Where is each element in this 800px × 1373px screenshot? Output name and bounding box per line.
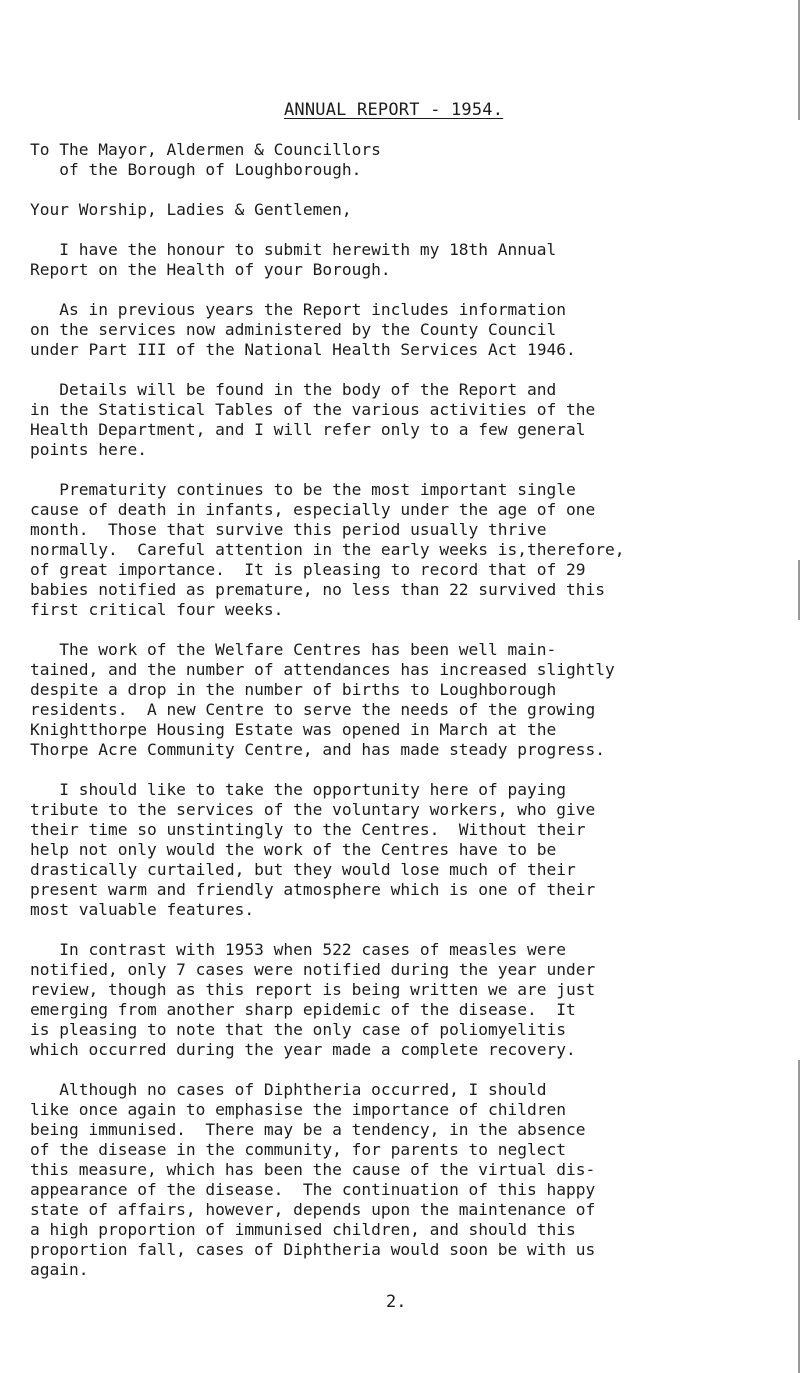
paragraph-line: of great importance. It is pleasing to record that of 29 xyxy=(30,560,586,579)
paragraph-line: points here. xyxy=(30,440,147,459)
paragraph-line: I should like to take the opportunity here of paying xyxy=(30,780,567,799)
paragraph-line: proportion fall, cases of Diphtheria would soon be with us xyxy=(30,1240,596,1259)
paragraph-line: emerging from another sharp epidemic of the disease. It xyxy=(30,1000,576,1019)
paragraph-details xyxy=(30,380,790,460)
paragraph-line: Health Department, and I will refer only to a few general xyxy=(30,420,586,439)
paragraph-line: on the services now administered by the County Council xyxy=(30,320,557,339)
address-block xyxy=(30,140,790,180)
paragraph-welfare-centres xyxy=(30,640,790,760)
paragraph-line: present warm and friendly atmosphere which is one of their xyxy=(30,880,596,899)
paragraph-line: despite a drop in the number of births to Loughborough xyxy=(30,680,557,699)
paragraph-line: being immunised. There may be a tendency, in the absence xyxy=(30,1120,586,1139)
paragraph-line: appearance of the disease. The continuation of this happy xyxy=(30,1180,596,1199)
salutation xyxy=(30,200,790,220)
paragraph-line: drastically curtailed, but they would lose much of their xyxy=(30,860,576,879)
address-line: of the Borough of Loughborough. xyxy=(30,160,362,179)
paragraph-line: is pleasing to note that the only case of poliomyelitis xyxy=(30,1020,567,1039)
paragraph-line: notified, only 7 cases were notified during the year under xyxy=(30,960,596,979)
paragraph-line: state of affairs, however, depends upon the maintenance of xyxy=(30,1200,596,1219)
paragraph-diphtheria xyxy=(30,1080,790,1280)
paragraph-line: Thorpe Acre Community Centre, and has made steady progress. xyxy=(30,740,605,759)
paragraph-line: their time so unstintingly to the Centres. Without their xyxy=(30,820,586,839)
paragraph-line: normally. Careful attention in the early weeks is,therefore, xyxy=(30,540,625,559)
paragraph-submission xyxy=(30,240,790,280)
paragraph-line: of the disease in the community, for parents to neglect xyxy=(30,1140,567,1159)
paragraph-line: under Part III of the National Health Services Act 1946. xyxy=(30,340,576,359)
paragraph-line: which occurred during the year made a complete recovery. xyxy=(30,1040,576,1059)
report-title: ANNUAL REPORT - 1954. xyxy=(284,100,504,120)
paragraph-line: cause of death in infants, especially under the age of one xyxy=(30,500,596,519)
paragraph-line: residents. A new Centre to serve the needs of the growing xyxy=(30,700,596,719)
paragraph-line: tribute to the services of the voluntary workers, who give xyxy=(30,800,596,819)
salutation-line: Your Worship, Ladies & Gentlemen, xyxy=(30,200,352,219)
address-line: To The Mayor, Aldermen & Councillors xyxy=(30,140,381,159)
paragraph-line: like once again to emphasise the importance of children xyxy=(30,1100,567,1119)
paragraph-services xyxy=(30,300,790,360)
paragraph-line: Prematurity continues to be the most important single xyxy=(30,480,576,499)
paragraph-line: The work of the Welfare Centres has been well main- xyxy=(30,640,557,659)
paragraph-line: help not only would the work of the Centres have to be xyxy=(30,840,557,859)
paragraph-line: in the Statistical Tables of the various activities of the xyxy=(30,400,596,419)
paragraph-measles xyxy=(30,940,790,1060)
paragraph-line: first critical four weeks. xyxy=(30,600,284,619)
paragraph-prematurity xyxy=(30,480,790,620)
paragraph-line: review, though as this report is being written we are just xyxy=(30,980,596,999)
paragraph-line: most valuable features. xyxy=(30,900,255,919)
paragraph-line: Although no cases of Diphtheria occurred, I should xyxy=(30,1080,547,1099)
paragraph-line: Knightthorpe Housing Estate was opened in March at the xyxy=(30,720,557,739)
paragraph-line: As in previous years the Report includes information xyxy=(30,300,567,319)
paragraph-line: tained, and the number of attendances has increased slightly xyxy=(30,660,615,679)
paragraph-line: Details will be found in the body of the Report and xyxy=(30,380,557,399)
paragraph-line: again. xyxy=(30,1260,89,1279)
paragraph-line: this measure, which has been the cause of the virtual dis- xyxy=(30,1160,596,1179)
paragraph-line: Report on the Health of your Borough. xyxy=(30,260,391,279)
letter-body xyxy=(30,140,790,1300)
paragraph-line: a high proportion of immunised children, and should this xyxy=(30,1220,576,1239)
paragraph-line: babies notified as premature, no less than 22 survived this xyxy=(30,580,605,599)
paragraph-line: month. Those that survive this period usually thrive xyxy=(30,520,547,539)
paragraph-voluntary-workers xyxy=(30,780,790,920)
paragraph-line: I have the honour to submit herewith my 18th Annual xyxy=(30,240,557,259)
page-number: 2. xyxy=(386,1292,407,1312)
paragraph-line: In contrast with 1953 when 522 cases of measles were xyxy=(30,940,567,959)
